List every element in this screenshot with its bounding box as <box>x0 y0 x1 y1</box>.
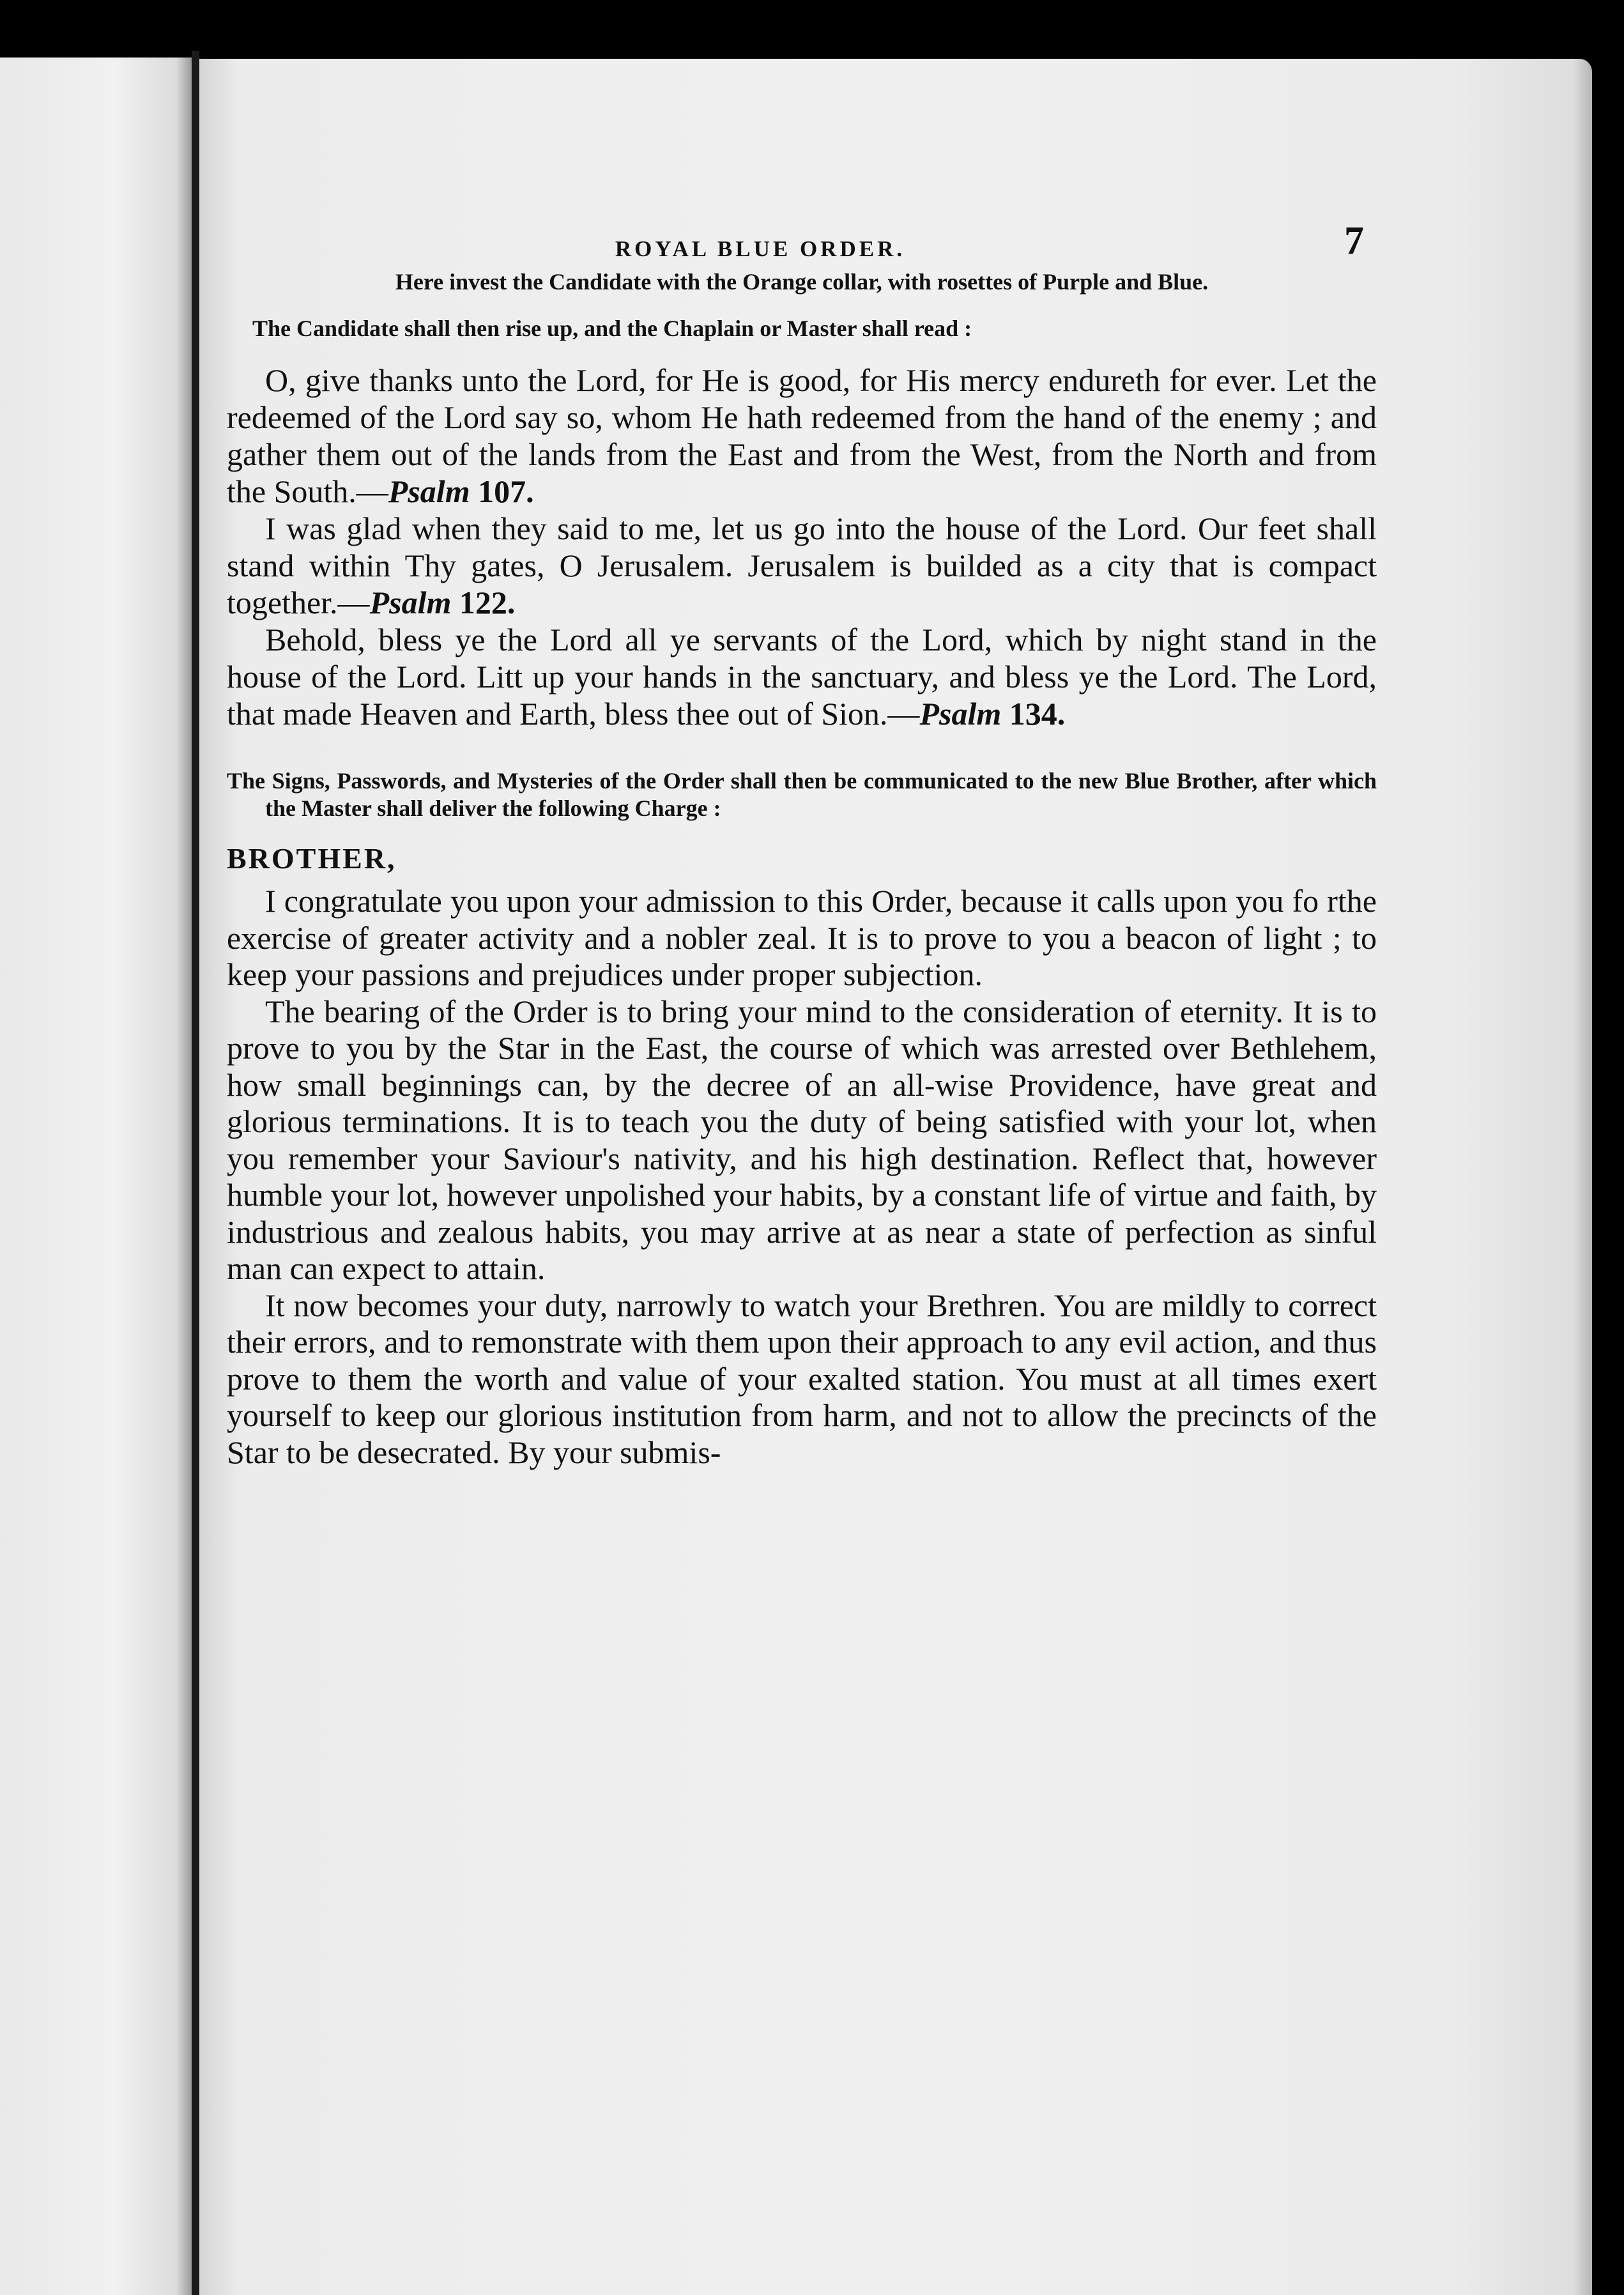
psalm-107-ref: Psalm <box>388 473 470 509</box>
charge-paragraph-1: I congratulate you upon your admission to this Order, because it calls upon you fo rthe exercise of greater activity and a nobler zeal. It is to prove to you a beacon of light ; to keep your passions and prejudices under proper subjection. <box>227 883 1377 992</box>
psalm-134-text: Behold, bless ye the Lord all ye servants of the Lord, which by night stand in the house of the Lord. Litt up your hands in the sanctuary, and bless ye the Lord. The Lord, that made Heaven and Earth, bless thee out of Sion.— <box>227 622 1377 732</box>
rubric-chaplain-reads: The Candidate shall then rise up, and the Chaplain or Master shall read : <box>252 316 972 341</box>
charge-paragraph-2: The bearing of the Order is to bring your mind to the consideration of eternity. It is to prove to you by the Star in the East, the course of which was arrested over Bethlehem, how small beginnings can, by the decree of an all-wise Providence, have great and glorious terminations. It is to teach you the duty of being satisfied with your lot, when you remember your Saviour's nativity, and his high destination. Reflect that, however humble your lot, however unpolished your habits, by a constant life of virtue and faith, by industrious and zealous habits, you may arrive at as near a state of perfection as sinful man can expect to attain. <box>227 993 1377 1286</box>
rubric-invest-candidate: Here invest the Candidate with the Orange collar, with rosettes of Purple and Blue. <box>395 269 1209 295</box>
page-number: 7 <box>1344 219 1364 263</box>
charge-salutation: BROTHER, <box>227 842 397 875</box>
psalm-107-text: O, give thanks unto the Lord, for He is good, for His mercy endureth for ever. Let the redeemed of the Lord say so, whom He hath redeemed from the hand of the enemy ; and gather them out of the lands from the East and from the West, from the North and from the South.— <box>227 362 1377 509</box>
psalm-122-passage <box>227 510 1377 621</box>
psalm-134-ref: Psalm <box>919 696 1002 732</box>
running-head <box>227 192 1377 268</box>
section-spacer <box>227 732 1377 767</box>
psalm-107-number: 107. <box>478 473 534 509</box>
psalm-134-passage <box>227 621 1377 732</box>
page-content <box>227 192 1377 1471</box>
psalm-134-number: 134. <box>1009 696 1066 732</box>
psalm-122-number: 122. <box>459 585 516 620</box>
book-gutter <box>192 51 199 2295</box>
left-page-edge <box>0 58 192 2295</box>
psalm-122-ref: Psalm <box>369 585 452 620</box>
rubric-signs-passwords: The Signs, Passwords, and Mysteries of the Order shall then be communicated to the new Blue Brother, after which the Master shall deliver the following Charge : <box>227 768 1377 821</box>
page-shadow <box>1573 59 1592 2295</box>
psalm-107-passage <box>227 362 1377 510</box>
charge-paragraph-3: It now becomes your duty, narrowly to watch your Brethren. You are mildly to correct their errors, and to remonstrate with them upon their approach to any evil action, and thus prove to them the worth and value of your exalted station. You must at all times exert yourself to keep our glorious institution from harm, and not to allow the precincts of the Star to be desecrated. By your submis- <box>227 1287 1377 1470</box>
psalm-122-text: I was glad when they said to me, let us go into the house of the Lord. Our feet shall stand within Thy gates, O Jerusalem. Jerusalem is builded as a city that is compact together.— <box>227 510 1377 620</box>
running-head-title: ROYAL BLUE ORDER. <box>615 236 906 261</box>
